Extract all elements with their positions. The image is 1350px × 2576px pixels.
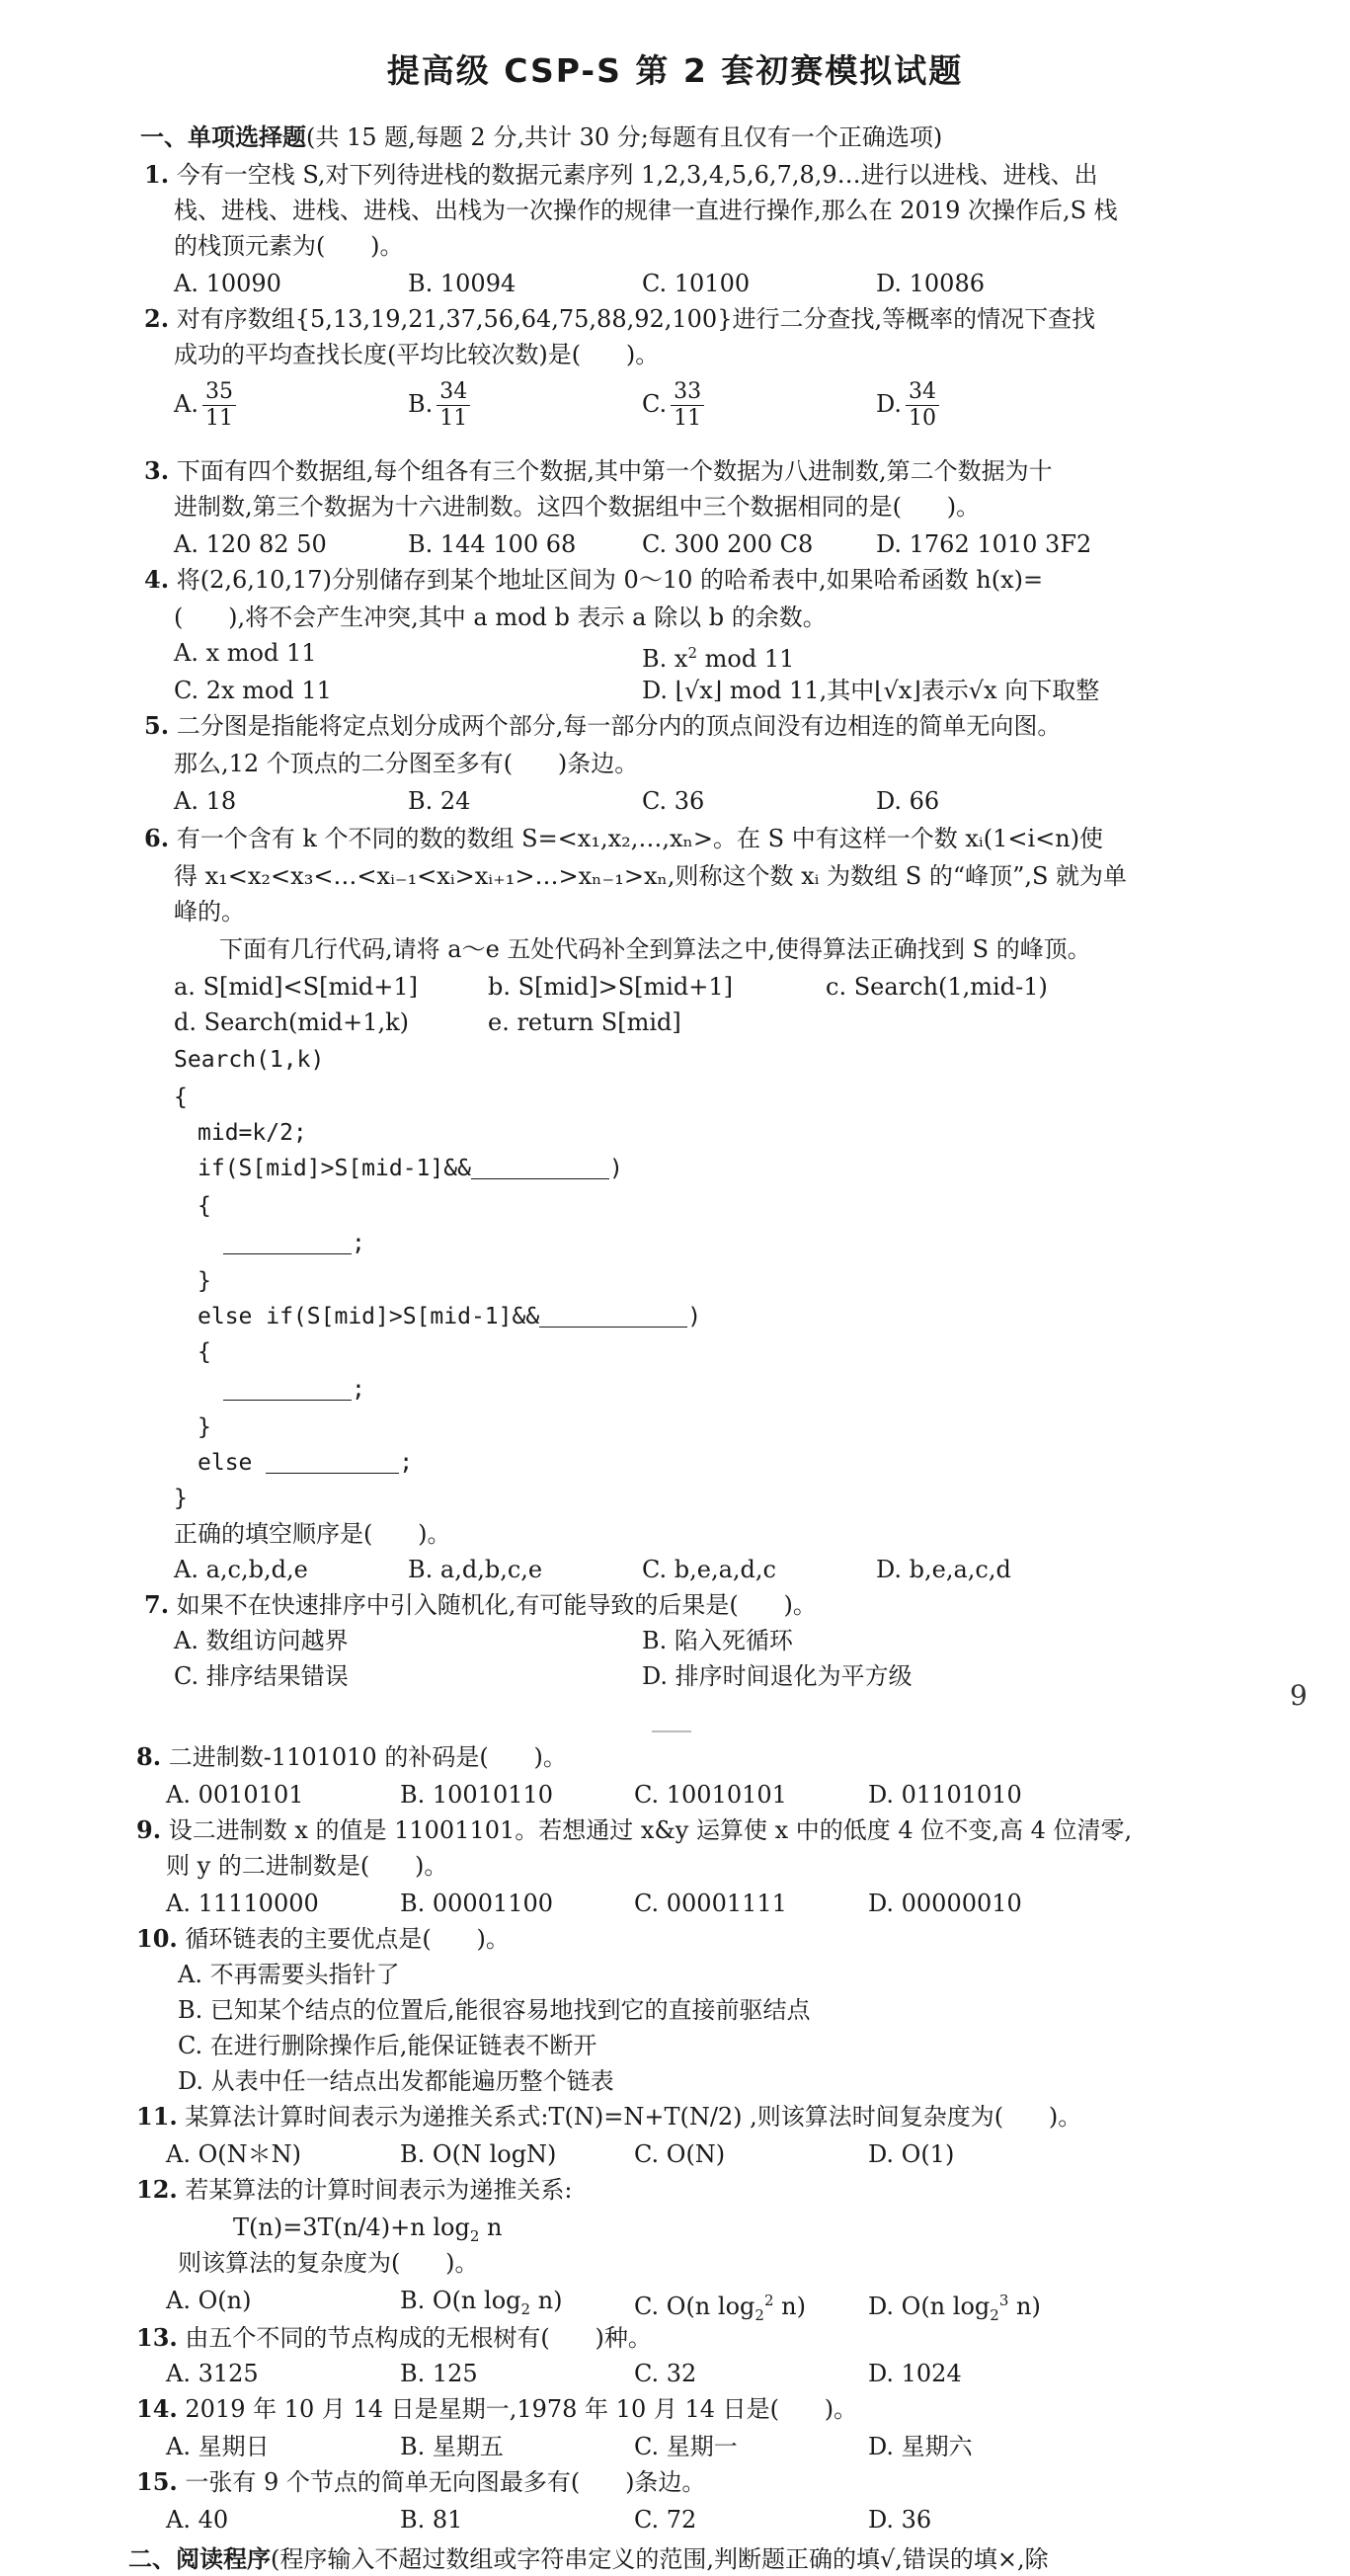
fraction-denominator: 11: [204, 406, 233, 431]
question-13: [136, 2321, 652, 2355]
question-1-option-d[interactable]: D. 10086: [876, 270, 985, 297]
question-10-option-c[interactable]: C. 在进行删除操作后,能保证链表不断开: [178, 2032, 597, 2059]
question-12: [136, 2173, 573, 2207]
section-1-description: (共 15 题,每题 2 分,共计 30 分;每题有且仅有一个正确选项): [306, 123, 943, 151]
question-2-option-d[interactable]: [876, 379, 939, 432]
question-2-number: 2.: [144, 304, 170, 333]
question-15-number: 15.: [136, 2467, 178, 2496]
question-5: [144, 709, 1061, 743]
question-12-line-1: 若某算法的计算时间表示为递推关系:: [185, 2176, 573, 2204]
question-12-option-d[interactable]: [868, 2284, 1041, 2332]
question-9-line-2: 则 y 的二进制数是( )。: [166, 1852, 448, 1880]
question-14-number: 14.: [136, 2394, 178, 2423]
option-text: n): [1008, 2293, 1041, 2320]
option-text: B. O(n log: [400, 2287, 521, 2314]
question-7-option-c[interactable]: C. 排序结果错误: [174, 1662, 349, 1690]
page-title: 提高级 CSP-S 第 2 套初赛模拟试题: [386, 51, 964, 90]
question-5-line-1: 二分图是指能将定点划分成两个部分,每一部分内的顶点间没有边相连的简单无向图。: [176, 712, 1062, 740]
formula-text: n: [479, 2214, 503, 2241]
question-2-line-2: 成功的平均查找长度(平均比较次数)是( )。: [174, 341, 660, 368]
formula-text: T(n)=3T(n/4)+n log: [233, 2214, 470, 2241]
question-4-option-a[interactable]: A. x mod 11: [174, 639, 317, 667]
code-text: if(S[mid]>S[mid-1]&&: [198, 1156, 471, 1181]
option-text: mod 11: [696, 645, 795, 673]
question-13-option-d[interactable]: D. 1024: [868, 2360, 962, 2387]
question-11-option-c[interactable]: C. O(N): [634, 2140, 726, 2168]
question-6-code-option-e: e. return S[mid]: [488, 1008, 681, 1036]
question-6-option-c[interactable]: C. b,e,a,d,c: [642, 1556, 776, 1583]
page-number: 9: [1290, 1679, 1308, 1712]
code-line: [198, 1300, 701, 1333]
fill-blank[interactable]: [539, 1303, 687, 1328]
question-1-option-a[interactable]: A. 10090: [174, 270, 281, 297]
question-6-line-3: 峰的。: [174, 898, 245, 926]
fraction-numerator: 34: [906, 379, 939, 406]
question-6-option-b[interactable]: B. a,d,b,c,e: [408, 1556, 543, 1583]
question-6-line-2: 得 x₁<x₂<x₃<…<xᵢ₋₁<xᵢ>xᵢ₊₁>…>xₙ₋₁>xₙ,则称这个数 xᵢ 为数组 S 的“峰顶”,S 就为单: [174, 862, 1128, 890]
subscript: 2: [520, 2299, 531, 2318]
question-3-number: 3.: [144, 456, 170, 485]
code-line: [223, 1373, 365, 1407]
question-8: [136, 1740, 567, 1774]
fill-blank[interactable]: [223, 1376, 352, 1401]
option-text: n): [773, 2293, 806, 2320]
question-5-option-d[interactable]: D. 66: [876, 787, 940, 815]
code-line: Search(1,k): [174, 1047, 325, 1073]
question-3-line-1: 下面有四个数据组,每个组各有三个数据,其中第一个数据为八进制数,第二个数据为十: [176, 457, 1053, 485]
question-3-option-d[interactable]: D. 1762 1010 3F2: [876, 530, 1092, 558]
question-8-option-d[interactable]: D. 01101010: [868, 1781, 1022, 1809]
question-10-number: 10.: [136, 1924, 178, 1953]
question-9-number: 9.: [136, 1815, 162, 1844]
question-14-option-d[interactable]: D. 星期六: [868, 2433, 973, 2460]
question-6-line-1: 有一个含有 k 个不同的数的数组 S=<x₁,x₂,…,xₙ>。在 S 中有这样一个数 xᵢ(1<i<n)使: [176, 825, 1104, 852]
question-3: [144, 454, 1053, 488]
question-2-option-b[interactable]: [408, 379, 470, 432]
code-line: [198, 1152, 623, 1185]
question-6-code-option-c: c. Search(1,mid-1): [826, 973, 1048, 1001]
question-12-option-a[interactable]: A. O(n): [166, 2287, 252, 2314]
question-5-option-c[interactable]: C. 36: [642, 787, 705, 815]
question-13-option-a[interactable]: A. 3125: [166, 2360, 259, 2387]
fraction-numerator: 35: [202, 379, 236, 406]
superscript: 2: [687, 644, 697, 662]
fill-blank[interactable]: [471, 1155, 609, 1179]
question-4: [144, 563, 1043, 597]
option-text: C. O(n log: [634, 2293, 755, 2320]
fraction-denominator: 11: [439, 406, 468, 431]
question-15-option-c[interactable]: C. 72: [634, 2506, 697, 2534]
question-7-line-1: 如果不在快速排序中引入随机化,有可能导致的后果是( )。: [176, 1591, 817, 1619]
question-9-option-d[interactable]: D. 00000010: [868, 1890, 1022, 1917]
fraction-numerator: 34: [437, 379, 470, 406]
code-line: }: [198, 1414, 211, 1440]
question-10-option-d[interactable]: D. 从表中任一结点出发都能遍历整个链表: [178, 2067, 614, 2095]
option-label: B.: [408, 390, 434, 418]
code-text: else if(S[mid]>S[mid-1]&&: [198, 1304, 540, 1329]
question-6-code-option-a: a. S[mid]<S[mid+1]: [174, 973, 418, 1001]
question-7-number: 7.: [144, 1590, 170, 1619]
option-text: B. x: [642, 645, 688, 673]
question-3-option-c[interactable]: C. 300 200 C8: [642, 530, 814, 558]
question-8-option-a[interactable]: A. 0010101: [166, 1781, 304, 1809]
question-13-option-b[interactable]: B. 125: [400, 2360, 478, 2387]
question-10: [136, 1922, 510, 1956]
question-15-line-1: 一张有 9 个节点的简单无向图最多有( )条边。: [185, 2468, 706, 2496]
question-11-number: 11.: [136, 2102, 178, 2131]
question-13-number: 13.: [136, 2323, 178, 2352]
code-text: ;: [352, 1377, 365, 1403]
question-6: [144, 822, 1103, 855]
superscript: 3: [998, 2292, 1009, 2309]
option-label: D.: [876, 390, 903, 418]
question-12-line-3: 则该算法的复杂度为( )。: [178, 2249, 479, 2277]
question-15-option-b[interactable]: B. 81: [400, 2506, 463, 2534]
question-3-option-b[interactable]: B. 144 100 68: [408, 530, 577, 558]
question-2-line-1: 对有序数组{5,13,19,21,37,56,64,75,88,92,100}进行二分查找,等概率的情况下查找: [176, 305, 1096, 333]
fill-blank[interactable]: [223, 1230, 352, 1254]
code-text: ): [687, 1304, 702, 1329]
fraction-denominator: 10: [909, 406, 937, 431]
page-separator: [652, 1731, 691, 1732]
question-4-option-d[interactable]: D. ⌊√x⌋ mod 11,其中⌊√x⌋表示√x 向下取整: [642, 677, 1100, 704]
question-3-option-a[interactable]: A. 120 82 50: [174, 530, 327, 558]
question-14-option-c[interactable]: C. 星期一: [634, 2433, 738, 2460]
question-6-line-4: 下面有几行代码,请将 a～e 五处代码补全到算法之中,使得算法正确找到 S 的峰顶。: [219, 935, 1091, 963]
question-5-option-a[interactable]: A. 18: [174, 787, 237, 815]
fraction-denominator: 11: [674, 406, 702, 431]
question-12-option-b[interactable]: [400, 2284, 563, 2326]
question-8-line-1: 二进制数-1101010 的补码是( )。: [168, 1743, 567, 1771]
code-text: ;: [352, 1231, 365, 1256]
question-14-option-b[interactable]: B. 星期五: [400, 2433, 504, 2460]
question-10-option-a[interactable]: A. 不再需要头指针了: [178, 1961, 400, 1988]
code-text: ;: [399, 1450, 414, 1476]
option-label: C.: [642, 390, 668, 418]
question-5-line-2: 那么,12 个顶点的二分图至多有( )条边。: [174, 750, 639, 777]
option-text: D. O(n log: [868, 2293, 991, 2320]
question-8-number: 8.: [136, 1742, 162, 1771]
fraction: [671, 379, 704, 432]
question-8-option-b[interactable]: B. 10010110: [400, 1781, 554, 1809]
question-1-line-1: 今有一空栈 S,对下列待进栈的数据元素序列 1,2,3,4,5,6,7,8,9…进行以进栈、进栈、出: [176, 161, 1098, 189]
question-1-line-3: 的栈顶元素为( )。: [174, 232, 404, 260]
question-7-option-d[interactable]: D. 排序时间退化为平方级: [642, 1662, 913, 1690]
code-text: else: [198, 1450, 267, 1476]
question-6-option-d[interactable]: D. b,e,a,c,d: [876, 1556, 1011, 1583]
question-12-option-c[interactable]: [634, 2284, 806, 2332]
code-line: {: [198, 1339, 211, 1365]
question-4-option-b[interactable]: [642, 636, 794, 676]
code-line: [198, 1446, 413, 1480]
subscript: 2: [754, 2305, 764, 2324]
question-1: [144, 158, 1098, 192]
question-4-line-1: 将(2,6,10,17)分别储存到某个地址区间为 0～10 的哈希表中,如果哈希函数 h(x)=: [176, 566, 1044, 594]
question-5-option-b[interactable]: B. 24: [408, 787, 471, 815]
question-11-option-d[interactable]: D. O(1): [868, 2140, 955, 2168]
question-11-option-a[interactable]: A. O(N＊N): [166, 2140, 301, 2168]
question-9-line-1: 设二进制数 x 的值是 11001101。若想通过 x&y 运算使 x 中的低度 4 位不变,高 4 位清零,: [168, 1816, 1133, 1844]
question-3-line-2: 进制数,第三个数据为十六进制数。这四个数据组中三个数据相同的是( )。: [174, 493, 981, 521]
fraction: [202, 379, 236, 432]
question-7: [144, 1588, 817, 1622]
question-15-option-d[interactable]: D. 36: [868, 2506, 932, 2534]
question-4-option-c[interactable]: C. 2x mod 11: [174, 677, 332, 704]
code-line: mid=k/2;: [198, 1120, 307, 1146]
code-line: {: [174, 1085, 188, 1110]
fraction: [437, 379, 470, 432]
question-14-option-a[interactable]: A. 星期日: [166, 2433, 270, 2460]
section-1-title: 一、单项选择题: [140, 122, 306, 151]
fill-blank[interactable]: [266, 1449, 399, 1474]
question-7-option-b[interactable]: B. 陷入死循环: [642, 1627, 793, 1654]
question-5-number: 5.: [144, 711, 170, 740]
code-line: }: [198, 1268, 211, 1294]
question-2-option-a[interactable]: [174, 379, 236, 432]
question-9-option-a[interactable]: A. 11110000: [166, 1890, 319, 1917]
question-4-number: 4.: [144, 565, 170, 594]
question-6-number: 6.: [144, 824, 170, 852]
question-1-option-b[interactable]: B. 10094: [408, 270, 516, 297]
question-6-code-option-b: b. S[mid]>S[mid+1]: [488, 973, 734, 1001]
question-11-option-b[interactable]: B. O(N logN): [400, 2140, 557, 2168]
section-2-heading: [128, 2542, 1049, 2576]
question-8-option-c[interactable]: C. 10010101: [634, 1781, 787, 1809]
question-13-option-c[interactable]: C. 32: [634, 2360, 697, 2387]
question-10-option-b[interactable]: B. 已知某个结点的位置后,能很容易地找到它的直接前驱结点: [178, 1996, 811, 2024]
section-2-description: (程序输入不超过数组或字符串定义的范围,判断题正确的填√,错误的填×,除: [271, 2545, 1049, 2573]
question-7-option-a[interactable]: A. 数组访问越界: [174, 1627, 349, 1654]
question-11: [136, 2100, 1081, 2133]
question-14: [136, 2392, 857, 2426]
question-15-option-a[interactable]: A. 40: [166, 2506, 229, 2534]
question-12-number: 12.: [136, 2175, 178, 2204]
section-2-title: 二、阅读程序: [128, 2544, 271, 2573]
fraction: [906, 379, 939, 432]
subscript: 2: [469, 2226, 480, 2245]
question-14-line-1: 2019 年 10 月 14 日是星期一,1978 年 10 月 14 日是( )。: [185, 2395, 858, 2423]
subscript: 2: [990, 2305, 999, 2324]
fraction-numerator: 33: [671, 379, 704, 406]
code-text: ): [608, 1156, 623, 1181]
question-9: [136, 1813, 1132, 1847]
question-10-line-1: 循环链表的主要优点是( )。: [185, 1925, 510, 1953]
question-1-number: 1.: [144, 160, 170, 189]
code-line: [223, 1227, 365, 1260]
question-1-option-c[interactable]: C. 10100: [642, 270, 751, 297]
question-6-ask: 正确的填空顺序是( )。: [174, 1520, 451, 1548]
question-6-option-a[interactable]: A. a,c,b,d,e: [174, 1556, 308, 1583]
question-11-line-1: 某算法计算时间表示为递推关系式:T(N)=N+T(N/2) ,则该算法时间复杂度为( )。: [185, 2103, 1082, 2131]
question-9-option-c[interactable]: C. 00001111: [634, 1890, 787, 1917]
option-text: n): [530, 2287, 563, 2314]
question-4-line-2: ( ),将不会产生冲突,其中 a mod b 表示 a 除以 b 的余数。: [174, 604, 827, 631]
question-1-line-2: 栈、进栈、进栈、进栈、出栈为一次操作的规律一直进行操作,那么在 2019 次操作后,S 栈: [174, 197, 1118, 224]
question-13-line-1: 由五个不同的节点构成的无根树有( )种。: [185, 2324, 652, 2352]
question-6-code-option-d: d. Search(mid+1,k): [174, 1008, 410, 1036]
question-2-option-c[interactable]: [642, 379, 704, 432]
superscript: 2: [763, 2292, 774, 2309]
question-9-option-b[interactable]: B. 00001100: [400, 1890, 554, 1917]
question-15: [136, 2465, 705, 2499]
question-2: [144, 302, 1095, 336]
section-1-heading: [140, 121, 942, 154]
option-label: A.: [174, 390, 199, 418]
code-line: }: [174, 1486, 188, 1511]
code-line: {: [198, 1193, 211, 1219]
